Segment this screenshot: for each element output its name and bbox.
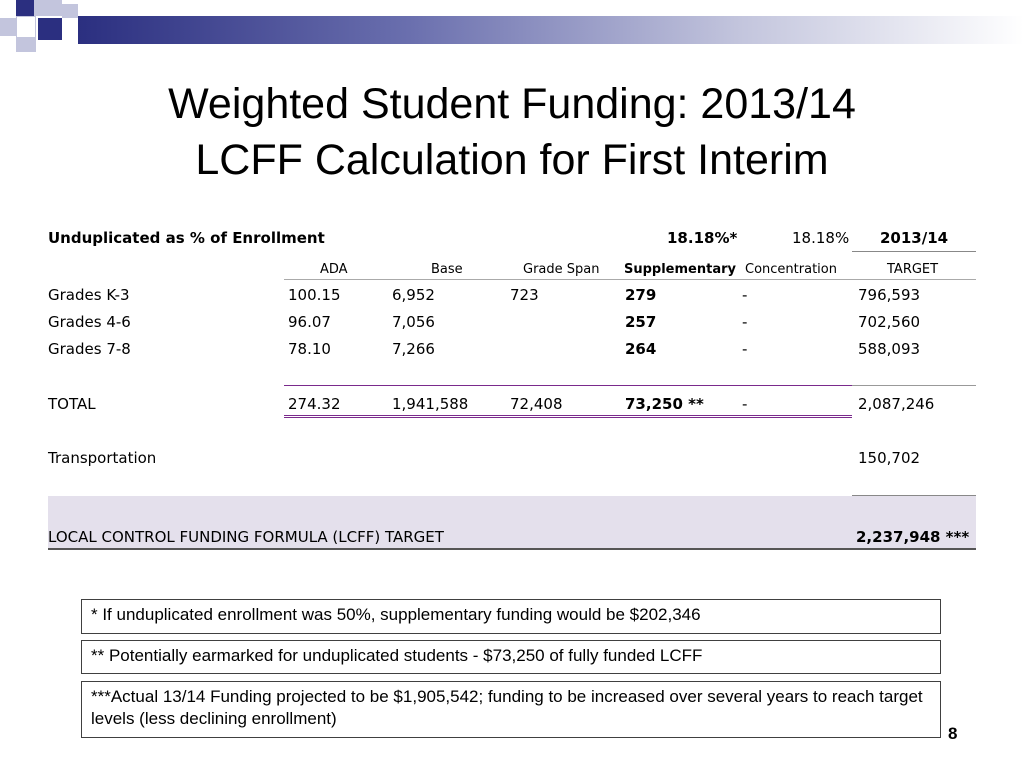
row-concentration: - bbox=[742, 313, 748, 331]
row-target: 588,093 bbox=[858, 340, 921, 358]
transportation-target: 150,702 bbox=[858, 449, 921, 467]
header-underline bbox=[284, 279, 976, 280]
funding-table bbox=[48, 220, 976, 560]
header-supplementary: Supplementary bbox=[624, 262, 736, 277]
footnote-3: ***Actual 13/14 Funding projected to be $1,905,542; funding to be increased over several years to reach target levels (less declining enrollment) bbox=[81, 681, 941, 738]
total-top-rule bbox=[284, 385, 852, 386]
header-grade-span: Grade Span bbox=[523, 262, 600, 277]
row-concentration: - bbox=[742, 286, 748, 304]
slide-title-line-2: LCFF Calculation for First Interim bbox=[195, 136, 829, 184]
total-ada: 274.32 bbox=[288, 395, 341, 413]
row-ada: 96.07 bbox=[288, 313, 331, 331]
footnote-1: * If unduplicated enrollment was 50%, supplementary funding would be $202,346 bbox=[81, 599, 941, 634]
footnote-2: ** Potentially earmarked for unduplicated students - $73,250 of fully funded LCFF bbox=[81, 640, 941, 674]
slide-title bbox=[0, 76, 1024, 188]
header-square-mid-2 bbox=[16, 38, 36, 52]
year-header: 2013/14 bbox=[880, 229, 949, 247]
lcff-underline bbox=[48, 548, 976, 550]
header-ada: ADA bbox=[320, 262, 348, 277]
transportation-label: Transportation bbox=[48, 449, 157, 467]
row-grade-span: 723 bbox=[510, 286, 539, 304]
row-target: 796,593 bbox=[858, 286, 921, 304]
row-base: 7,266 bbox=[392, 340, 435, 358]
row-label: Grades K-3 bbox=[48, 286, 130, 304]
lcff-label: LOCAL CONTROL FUNDING FORMULA (LCFF) TARGET bbox=[48, 528, 444, 546]
total-base: 1,941,588 bbox=[392, 395, 469, 413]
row-supplementary: 279 bbox=[625, 286, 657, 304]
row-ada: 78.10 bbox=[288, 340, 331, 358]
transportation-rule bbox=[852, 495, 976, 496]
header-target: TARGET bbox=[887, 262, 939, 277]
header-gradient-bar bbox=[78, 16, 1024, 44]
header-square-light bbox=[34, 0, 62, 16]
row-supplementary: 264 bbox=[625, 340, 657, 358]
total-concentration: - bbox=[742, 395, 748, 413]
year-header-underline bbox=[852, 251, 976, 252]
unduplicated-label: Unduplicated as % of Enrollment bbox=[48, 229, 325, 247]
row-ada: 100.15 bbox=[288, 286, 341, 304]
header-square-white bbox=[16, 16, 36, 38]
row-supplementary: 257 bbox=[625, 313, 657, 331]
total-grade-span: 72,408 bbox=[510, 395, 563, 413]
row-label: Grades 4-6 bbox=[48, 313, 131, 331]
row-base: 6,952 bbox=[392, 286, 435, 304]
row-target: 702,560 bbox=[858, 313, 921, 331]
total-double-underline bbox=[284, 415, 852, 418]
row-label: Grades 7-8 bbox=[48, 340, 131, 358]
lcff-target: 2,237,948 *** bbox=[856, 528, 970, 546]
header-square-light-2 bbox=[62, 4, 78, 18]
header-square-mid bbox=[0, 18, 16, 36]
header-base: Base bbox=[431, 262, 463, 277]
total-supplementary: 73,250 ** bbox=[625, 395, 704, 413]
total-target: 2,087,246 bbox=[858, 395, 935, 413]
row-concentration: - bbox=[742, 340, 748, 358]
slide-title-line-1: Weighted Student Funding: 2013/14 bbox=[168, 80, 856, 128]
total-target-top-rule bbox=[852, 385, 976, 386]
total-label: TOTAL bbox=[48, 395, 96, 413]
header-square-dark-2 bbox=[38, 18, 62, 40]
unduplicated-pct-concentration: 18.18% bbox=[792, 229, 850, 247]
page-number: 8 bbox=[948, 724, 958, 743]
header-concentration: Concentration bbox=[745, 262, 837, 277]
row-base: 7,056 bbox=[392, 313, 435, 331]
unduplicated-pct-supplementary: 18.18%* bbox=[667, 229, 738, 247]
